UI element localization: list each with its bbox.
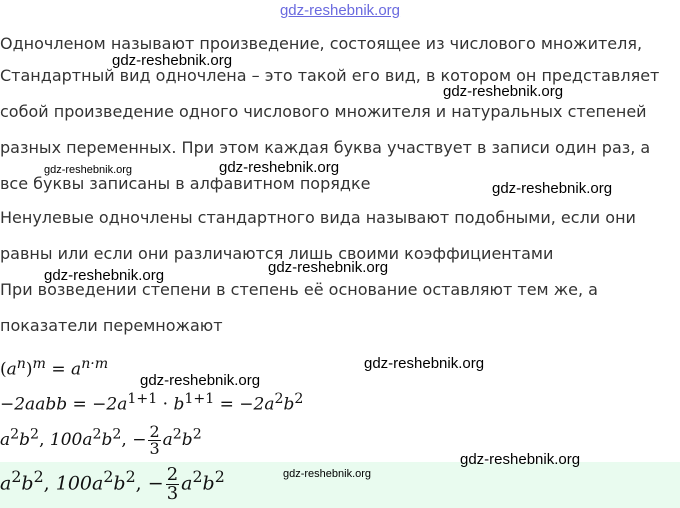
watermark: gdz-reshebnik.org	[219, 159, 340, 176]
text-line-2: Стандартный вид одночлена – это такой его вид, в котором он представляет	[0, 66, 660, 85]
text-line-1: Одночленом называют произведение, состоящее из числового множителя,	[0, 34, 643, 53]
similar-monomials-example: $a^2b^2$, $100a^2b^2$, − $\frac{2}{3}$ $a^2b^2$	[0, 422, 202, 458]
text-line-5: все буквы записаны в алфавитном порядке	[0, 174, 371, 193]
watermark: gdz-reshebnik.org	[460, 451, 581, 468]
text-line-3: собой произведение одного числового множителя и натуральных степеней	[0, 102, 647, 121]
text-line-6: Ненулевые одночлены стандартного вида называют подобными, если они	[0, 208, 636, 227]
similar-monomials-example-highlighted: $a^2b^2$, $100a^2b^2$, − $\frac{2}{3}$ $a^2b^2$	[0, 464, 225, 504]
watermark: gdz-reshebnik.org	[492, 180, 613, 197]
text-line-4: разных переменных. При этом каждая буква участвует в записи один раз, а	[0, 138, 651, 157]
watermark: gdz-reshebnik.org	[112, 52, 233, 69]
watermark: gdz-reshebnik.org	[443, 83, 564, 100]
text-line-9: показатели перемножают	[0, 316, 223, 335]
watermark: gdz-reshebnik.org	[268, 259, 389, 276]
site-link[interactable]: gdz-reshebnik.org	[279, 2, 401, 19]
watermark: gdz-reshebnik.org	[140, 372, 261, 389]
watermark: gdz-reshebnik.org	[283, 468, 372, 480]
watermark: gdz-reshebnik.org	[44, 164, 133, 176]
text-line-7: равны или если они различаются лишь своими коэффициентами	[0, 244, 554, 263]
monomial-standard-form-example: −2aabb = $-2a^{1+1} \cdot b^{1+1} = -2a^2b^2$	[0, 391, 304, 415]
fraction: $\frac{2}{3}$	[149, 422, 160, 458]
power-rule-formula: $(a^n)^m = a^{n\cdot m}$	[0, 356, 109, 380]
watermark: gdz-reshebnik.org	[44, 267, 165, 284]
watermark: gdz-reshebnik.org	[364, 355, 485, 372]
fraction: $\frac{2}{3}$	[166, 464, 179, 504]
text-line-8: При возведении степени в степень её основание оставляют тем же, а	[0, 280, 598, 299]
